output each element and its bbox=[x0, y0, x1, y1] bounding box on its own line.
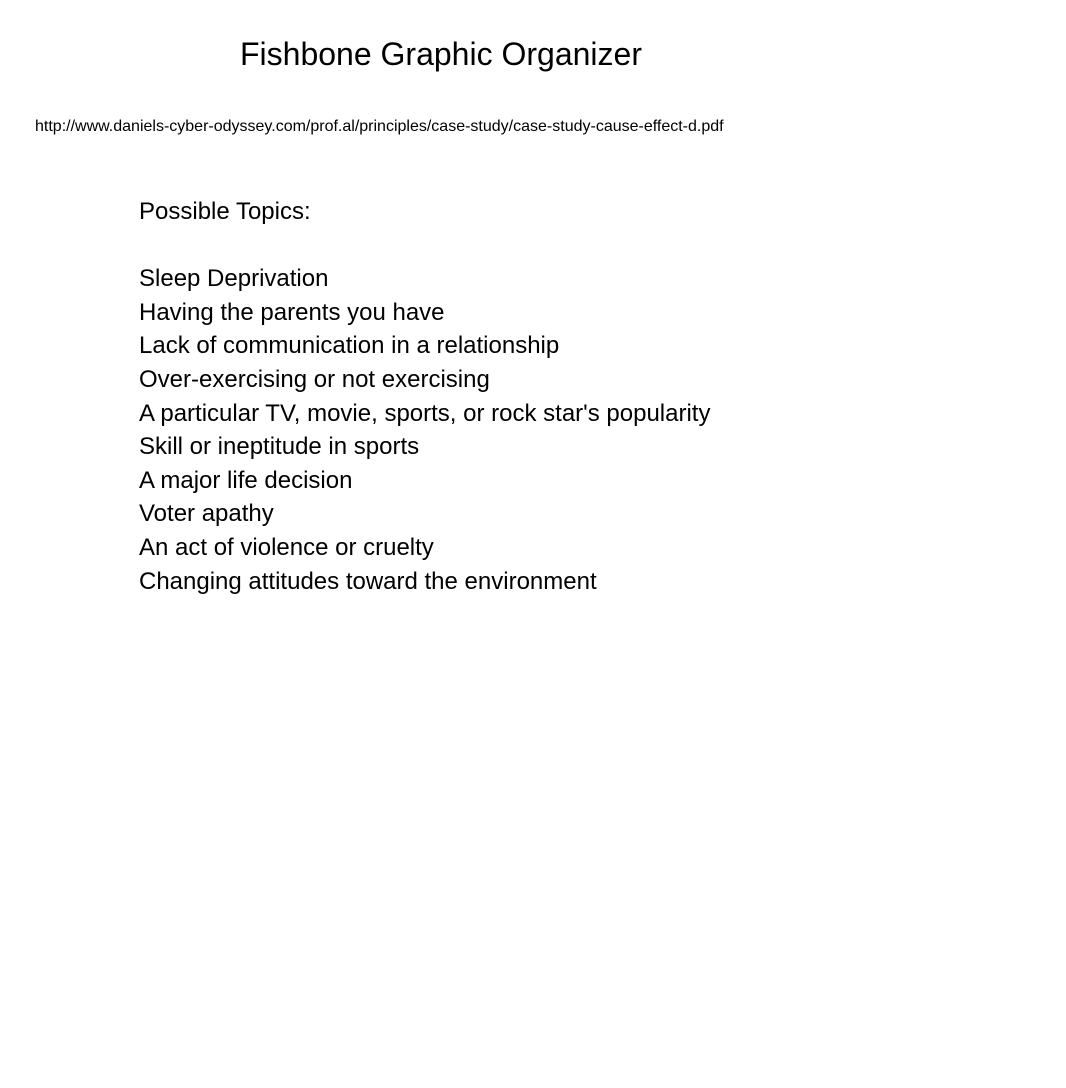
topic-item: Sleep Deprivation bbox=[139, 265, 329, 293]
topic-item: Changing attitudes toward the environment bbox=[139, 567, 597, 595]
page-title: Fishbone Graphic Organizer bbox=[240, 36, 642, 72]
topic-item: Over-exercising or not exercising bbox=[139, 365, 490, 393]
source-link[interactable]: http://www.daniels-cyber-odyssey.com/prof.al/principles/case-study/case-study-cause-effect-d.pdf bbox=[35, 118, 724, 135]
topic-item: Lack of communication in a relationship bbox=[139, 332, 560, 360]
topic-item: Skill or ineptitude in sports bbox=[139, 433, 420, 461]
topics-heading: Possible Topics: bbox=[139, 198, 311, 225]
topic-item: A particular TV, movie, sports, or rock star's popularity bbox=[139, 399, 711, 427]
topic-item: Voter apathy bbox=[139, 500, 274, 528]
topic-item: Having the parents you have bbox=[139, 298, 445, 326]
topic-list bbox=[139, 262, 710, 598]
topic-item: An act of violence or cruelty bbox=[139, 533, 434, 561]
topic-item: A major life decision bbox=[139, 466, 353, 494]
topics-section bbox=[139, 195, 710, 598]
